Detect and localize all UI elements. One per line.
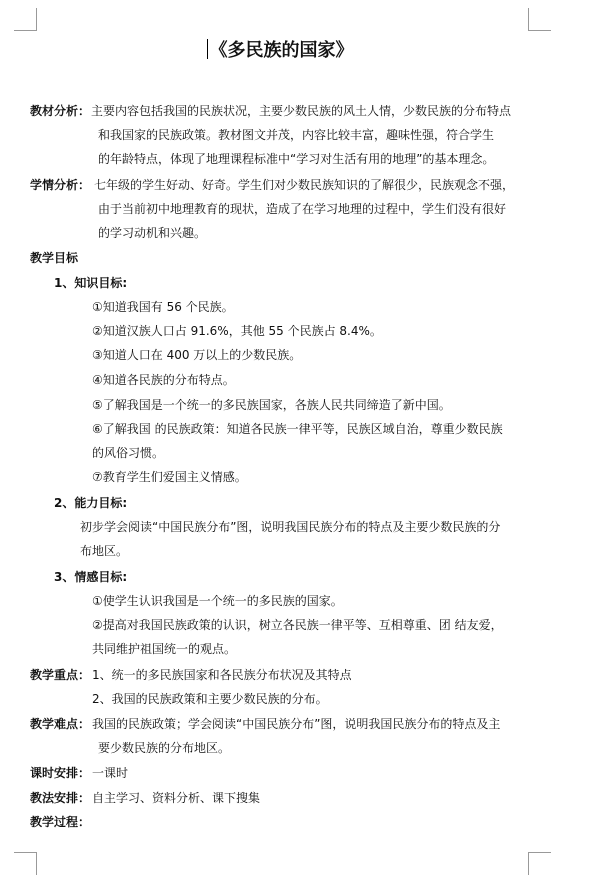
emotion-label: 3、情感目标:	[54, 570, 128, 584]
key-points-line-1: 1、统一的多民族国家和各民族分布状况及其特点	[92, 668, 352, 682]
knowledge-item-2: ②知道汉族人口占 91.6%，其他 55 个民族占 8.4%。	[92, 324, 382, 338]
ability-label: 2、能力目标:	[54, 496, 128, 510]
method-value: 自主学习、资料分析、课下搜集	[92, 791, 261, 805]
knowledge-label: 1、知识目标:	[54, 276, 128, 290]
ability-line-2: 布地区。	[80, 544, 129, 558]
process-label: 教学过程：	[30, 815, 91, 829]
crop-mark-top-left	[14, 8, 37, 31]
knowledge-item-7: ⑦教育学生们爱国主义情感。	[92, 470, 247, 484]
difficulties-line-1: 我国的民族政策；学会阅读“中国民族分布”图，说明我国民族分布的特点及主	[92, 717, 501, 731]
document-title: 《多民族的国家》	[209, 40, 354, 61]
ability-line-1: 初步学会阅读“中国民族分布”图，说明我国民族分布的特点及主要少数民族的分	[80, 520, 501, 534]
knowledge-item-4: ④知道各民族的分布特点。	[92, 373, 235, 387]
objectives-heading: 教学目标	[30, 251, 79, 265]
crop-mark-bottom-left	[14, 852, 37, 875]
students-line-2: 由于当前初中地理教育的现状，造成了在学习地理的过程中，学生们没有很好	[98, 202, 507, 216]
difficulties-line-2: 要少数民族的分布地区。	[98, 741, 231, 755]
knowledge-item-5: ⑤了解我国是一个统一的多民族国家，各族人民共同缔造了新中国。	[92, 398, 451, 412]
knowledge-item-1: ①知道我国有 56 个民族。	[92, 300, 234, 314]
students-line-1: 七年级的学生好动、好奇。学生们对少数民族知识的了解很少，民族观念不强，	[94, 178, 515, 192]
difficulties-label: 教学难点：	[30, 717, 91, 731]
emotion-line-1: ①使学生认识我国是一个统一的多民族的国家。	[92, 594, 343, 608]
emotion-line-2: ②提高对我国民族政策的认识，树立各民族一律平等、互相尊重、团 结友爱，	[92, 618, 503, 632]
analysis-label: 教材分析：	[30, 104, 91, 118]
emotion-line-3: 共同维护祖国统一的观点。	[92, 642, 237, 656]
document-title-line	[0, 36, 560, 62]
text-cursor	[207, 39, 208, 59]
students-line-3: 的学习动机和兴趣。	[98, 226, 207, 240]
analysis-line-2: 和我国家的民族政策。教材图文并茂，内容比较丰富，趣味性强，符合学生	[98, 128, 495, 142]
knowledge-item-6-cont: 的风俗习惯。	[92, 446, 165, 460]
knowledge-item-3: ③知道人口在 400 万以上的少数民族。	[92, 348, 302, 362]
key-points-label: 教学重点：	[30, 668, 91, 682]
analysis-line-1: 主要内容包括我国的民族状况，主要少数民族的风土人情，少数民族的分布特点	[91, 104, 512, 118]
schedule-label: 课时安排：	[30, 766, 91, 780]
analysis-line-3: 的年龄特点，体现了地理课程标准中“学习对生活有用的地理”的基本理念。	[98, 152, 495, 166]
knowledge-item-6: ⑥了解我国 的民族政策：知道各民族一律平等，民族区域自治，尊重少数民族	[92, 422, 503, 436]
schedule-value: 一课时	[92, 766, 129, 780]
method-label: 教法安排：	[30, 791, 91, 805]
students-label: 学情分析：	[30, 178, 91, 192]
key-points-line-2: 2、我国的民族政策和主要少数民族的分布。	[92, 692, 328, 706]
crop-mark-top-right	[528, 8, 551, 31]
crop-mark-bottom-right	[528, 852, 551, 875]
